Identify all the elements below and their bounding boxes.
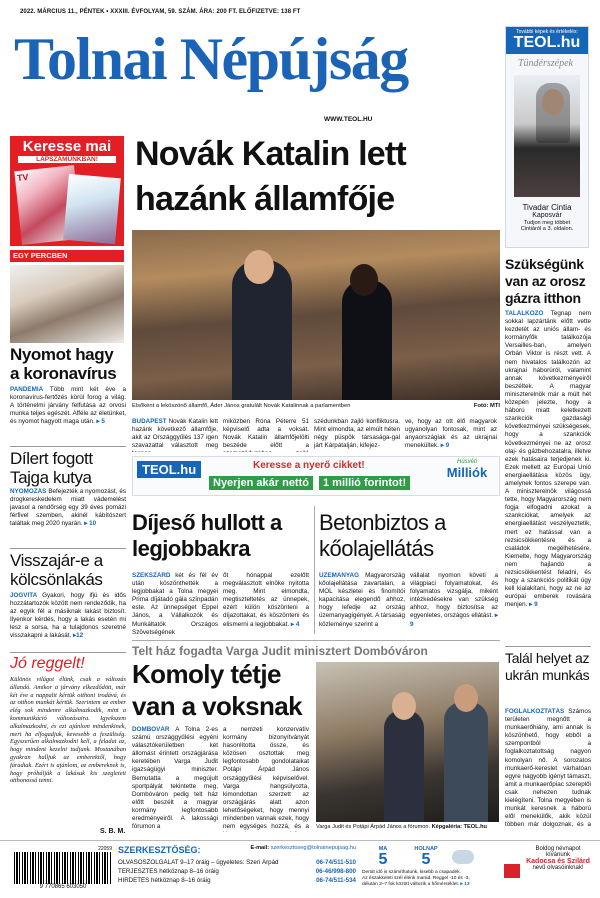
nameday-line-1: Boldog névnapot [535,846,581,852]
lead-text-4: ve, hogy az ott élő magyarok ugyanolyan fontosak, mint az anyaországiak és az ukrajnai menekültek. [405,418,497,450]
komoly-caption: Varga Judit és Potápi Árpád János a fórumon [316,824,429,830]
editorial-email-row [250,845,356,851]
email-label: E-mail: [250,845,270,851]
promo-banner: Keresse mai [22,138,112,155]
weather-line-3: délután 2–7 fok között változik a hőmérséklet. [362,882,460,887]
weather-tomorrow [408,846,444,868]
lead-label: BUDAPEST [132,418,167,425]
tomorrow-temp: 5 [421,851,431,868]
beton-col-2 [410,572,498,636]
dijeso-headline[interactable]: Díjeső hullott a legjobbakra [132,510,282,561]
dijeso-text-2: őt hónappal ezelőtt megválasztott elnöke nyitotta meg. Mint elmondta, megtiszteltetés az ünnepek, ezért külön köszönteni a díjazottakat, és köszönteni és elismerni a legjobbakat. [223,572,309,628]
dilert-text: Befejezték a nyomozást, és drogkereskedelem miatt vádemelést javasol a rendőrség egy 39 éves pomázi férfivel szemben, akinél kábítószert találtak meg 2020 nyarán. [10,488,126,528]
barcode-issue: 22059 [98,846,112,852]
nurse-photo [10,265,124,343]
komoly-text: A Tolna 2-es számú országgyűlési egyéni választókerületben két állomást érintett országjárása keretében Varga Judit igazságügyi miniszter. Bemutatta a megújult sportpályát tekintette meg, Dombóváron pedig telt ház előtt beszélt a magyar kormány legfontosabb eredményeiről. A lakossági fórumon a [132,726,218,831]
face-minister [392,692,416,720]
contact-row [118,859,356,866]
nameday-line-2: kívánunk [545,852,570,858]
komoly-credit: Képgaléria: TEOL.hu [431,824,487,830]
beton-text: Magyarország kőolajellátása zavartalan, a MOL készletei és finomítói kapacitása elegendő ahhoz, hogy lefedje az ország üzemanyagigényét. A társaság közleménye szerint a [319,572,405,628]
ad-brand-name: Milliók [446,465,488,480]
figure-woman [342,280,392,400]
szukseg-headline[interactable]: Szükségünk van az orosz gázra itthon [505,256,586,306]
beton-headline[interactable]: Betonbiztos a kőolajellátás [319,510,446,561]
nameday-box [502,846,598,894]
contact-row [118,877,356,884]
komoly-col-2 [223,726,309,832]
promo-sub: LAPSZÁMUNKBAN! [18,156,116,163]
visszajar-label: JOGVITA [10,592,37,599]
model-note-1: Tudjon meg többet [523,220,571,226]
nameday-line-end: nevű olvasóinknak! [532,865,584,871]
model-photo [514,75,580,197]
cloud-icon [452,850,474,864]
weather-text [362,870,496,888]
contact-key: HIRDETÉS hétköznap 8–16 óráig [118,877,211,884]
hair-shape [536,83,570,143]
contact-row [118,868,356,875]
dateline: 2022. MÁRCIUS 11., PÉNTEK • XXXIII. ÉVFOLYAM, 59. SZÁM. ÁRA: 200 FT. ELŐFIZETVE: 138 FT [20,9,301,15]
dijeso-jump[interactable]: ▸ 4 [290,620,300,628]
nyomot-label: PANDÉMIA [10,386,43,393]
dilert-body [10,488,126,544]
editorial-email[interactable]: szerkesztoseg@tolnainepujsag.hu [270,845,356,851]
nyomot-text: Több mint két éve a koronavírus-fertőzés körül forog a világ. A történelmi járvány felfutása az orvosi munka teljes egészét. Afféle az életünket, és nyomot hagyott maga után. [10,386,126,426]
face-man [244,250,274,284]
talal-label: FOGLALKOZTATÁS [505,708,565,715]
weather-today [370,846,396,868]
ad-brand [439,459,495,493]
lottery-ad[interactable] [132,456,500,496]
lead-text-2: miközben Róna Péterre 51 képviselő adta a voksát. Novák Katalin államfőjelölti beszéde előtt a [223,418,309,450]
szukseg-text: Tegnap nem sokkal lapzártánk előtt vette kezdetét az uniós állam- és kormányfők találkozója Versailles-ban, amelyen Orbán Viktor is részt vett. A nem hivatalos találkozón az ukrajnai háborúról, valamint annak következményeiről beszéltek. A magyar miniszterelnök már a múlt hét közepén jelezte, hogy a háború miatt keletkezett szankciók gazdasági következményei szükségesek, hogy a szankciók következményei ne az orosz olaj- és gázbehozatalra, illetve ezek hatásaira terjedjenek ki. Ezek mellett az Európai Unió energiaellátása közös ügy, amelynek fontos szerepe van. A miniszterelnök világossá tette, hogy Magyarország nem fogja elfogadni azokat a szankciókat, amelyek az energiaellátást veszélyeztetik, mert ez hatással van a rezsicsökkentésre és a családok megélhetésére. Kiemelte, hogy Magyarország nem hajlandó a rezsicsökkentést feladni, és hogy a szankciós politikát úgy kell kialakítani, hogy az ne az európai emberek rovására menjen. [505,310,591,609]
contact-phone[interactable]: 06-74/511-534 [316,877,356,884]
beton-jump[interactable]: ▸ 9 [410,612,498,628]
promo-tag: Tündérszépek [518,58,573,69]
barcode [14,846,112,894]
lead-col-4 [405,418,497,452]
komoly-text-2: a nemzeti konzervatív kormány bizonyítványát hasonlította össze, és közösen osztottak meg legfontosabb gondolataikat Potápi Árpád János országgyűlési képviselővel. Varga hangsúlyozta, kimondottan szerzett az országjárás alatt azon lehetőségeket, hogy mennyi mindenben vannak ezek, hogy nem egységes hozzá, és a [223,726,309,831]
ad-line-1: Keresse a nyerő cikket! [253,460,365,471]
szukseg-body [505,310,591,642]
barcode-bars [14,852,112,884]
nyomot-headline[interactable]: Nyomot hagy a koronavírus [10,345,117,383]
jo-reggelt-signature: S. B. M. [100,828,126,835]
weather-box [362,846,496,894]
lead-photo [132,230,500,400]
komoly-headline[interactable]: Komoly tétje van a voksnak [132,659,302,721]
figure-minister [384,710,424,822]
ad-line-2a: Nyerjen akár nettó [209,476,313,490]
ad-teol-logo: TEOL.hu [137,461,201,478]
sidebar-sep-3 [10,652,126,653]
magazine-label: TV [16,171,29,184]
dijeso-col-1 [132,572,218,636]
column-divider [314,506,315,634]
model-name: Tivadar Cintia [522,203,572,212]
ad-brand-top: Húsvéti [456,459,477,465]
komoly-caption-row: Varga Judit és Potápi Árpád János a fórumon. Képgaléria: TEOL.hu [316,824,487,830]
lead-headline[interactable]: Novák Katalin lett hazánk államfője [135,135,406,218]
visszajar-jump[interactable]: ▸12 [73,632,84,640]
dilert-jump[interactable]: ▸ 10 [84,520,97,528]
dilert-label: NYOMOZÁS [10,488,47,495]
nyomot-body [10,386,126,442]
visszajar-body [10,592,126,648]
szukseg-jump[interactable]: ▸ 9 [529,601,538,609]
face-mp [454,684,478,712]
magazine-promo[interactable] [10,136,124,246]
contact-key: TERJESZTÉS hétköznap 8–16 óráig [118,868,219,875]
jo-reggelt-body [10,676,126,826]
today-label: MA [378,846,388,852]
promo-top-text: További képek és értékelés: [516,29,578,35]
jo-reggelt-text: Különös világot élünk, csak a változás állandó. Amikor a járvány elkezdődött, már két éve a nappalit kértük otthoni irodává, és az otthon munkát kértük. Szerintem az ember elég sok mindenre alkalmazkodik, mint a kommunikáció változásaira. Igyekszem alkalmazkodni, és ezt ajánlom mindenkinek, mert ha elfogadjuk, kevesebb a feszültség. Egyszerűen alkalmazkodni kell, a feladat az, hogy mindent kezelni tudjunk. Mostanában gyakran halljuk az emberektől, hogy fáradtak. Ezért is ajánlom, az embereknek is, hogy próbálják a lakásuk kis szegleteit otthonossá tenni. [10,676,126,785]
model-city: Kaposvár [532,212,562,219]
lead-col-3 [314,418,400,452]
nameday-names: Kadocsa és Szilárd [526,858,590,865]
talal-text: Számos területen megnőtt a munkaerőhiány, ami annak is köszönhető, hogy ebből a szempontból a foglalkoztatottság nagyon komolyan nő. A sorozatos munkaerő-kereslet várhatóan egyre nagyobb igényt támaszt, amit a munkaerőpiac szereplői csak nehezen tudnak kielégíteni. Tolna megyében is munkát keresnek a háború elől menekülők, akik közül többen már dolgoznak, és a [505,708,591,828]
editorial-title: SZERKESZTŐSÉG: [118,845,201,855]
lead-jump[interactable]: ▸ 9 [440,442,450,450]
beton-label: ÜZEMANYAG [319,572,360,579]
ad-line-2b: 1 millió forintot! [319,476,410,490]
lead-text-1: Novák Katalin lett hazánk következő államfője, akit az Országgyűlés 137 igen szavazattal választott meg [132,418,218,450]
dijeso-text: két és fél év után köszönthették a legjobbakat a Tolna megyei Prima díjátadó gála színpadán este. Az ünnepséget Eppel János, a Vállalkozók és Munkáltatók Országos Szövetségének [132,572,218,636]
dijeso-col-2 [223,572,309,636]
lead-caption-row [132,403,500,409]
weather-line-1: Derült idő is számíthatunk, kisebb a csapadék. [362,870,461,875]
talal-body [505,708,591,828]
komoly-col-1 [132,726,218,832]
komoly-photo [316,662,499,822]
editorial-info [118,845,356,884]
talal-headline[interactable]: Talál helyet az ukrán munkás [505,650,590,683]
lead-caption: Elsőként a leköszönő államfő, Áder János gratulált Novák Katalinnak a parlamentben [132,403,351,409]
contact-key: OLVASÓSZOLGÁLAT 9–17 óráig – ügyeletes: Szeri Árpád [118,859,279,866]
model-note-2: Cintiáról a 3. oldalon. [520,226,574,232]
today-temp: 5 [378,851,388,868]
teol-promo-box[interactable] [505,26,589,248]
beton-text-2: vállalat nyomon követi a világpiaci folyamatokat, és folyamatos vizsgálja, miként intézkedésekre van szükség ahhoz, hogy biztosítsa az egyenletes, országos ellátást. [410,572,498,620]
lead-col-2 [223,418,309,452]
lead-text-3: szédunkban zajló konfliktusra. Mint elmondta, az elmúlt héten négy püspök társasága-gal járt Kárpátalján, kifejez- [314,418,400,450]
magazine-cover-2 [63,174,121,244]
sidebar-sep-1 [10,446,126,447]
lead-credit: Fotó: MTI [473,403,500,409]
teol-logo: TEOL.hu [513,34,581,51]
figure-mp [444,702,488,822]
sidebar-sep-2 [10,548,126,549]
gift-icon [504,864,520,878]
weather-jump[interactable]: ▸ 13 [460,882,470,887]
szukseg-label: TALÁLKOZÓ [505,310,544,317]
visszajar-headline[interactable]: Visszajár-e a kölcsönlakás [10,551,103,589]
section-egy-percben: EGY PERCBEN [10,250,124,262]
website-url[interactable]: WWW.TEOL.HU [324,116,373,123]
contact-phone[interactable]: 06-74/511-510 [316,859,356,866]
weather-line-2: Az északkeleti szél élénk marad. Reggel -10 és -3, [362,876,470,881]
right-sep [505,646,591,647]
nyomot-jump[interactable]: ▸ 5 [96,418,105,426]
komoly-label: DOMBÓVÁR [132,726,170,733]
lead-col-1 [132,418,218,452]
visszajar-text: Gyakori, hogy ifjú és idős hozzátartozók között nem rendeződik, ha az egyik fél a másiknak lakást biztosít. Ilyenkor kérdés, hogy a lakás esetén mi lesz a sorsa, ha a tulajdonos szeretné visszakapni a lakását. [10,592,126,640]
tomorrow-label: HOLNAP [414,846,438,852]
head-woman [350,264,378,296]
dilert-headline[interactable]: Dílert fogott Tajga kutya [10,449,93,487]
telt-haz-kicker[interactable]: Telt ház fogadta Varga Judit minisztert Dombóváron [132,640,500,658]
newspaper-title: Tolnai Népújság [14,26,408,92]
dijeso-label: SZEKSZÁRD [132,572,171,579]
jo-reggelt-headline: Jó reggelt! [10,655,85,672]
barcode-digits: 9 770865 603050 [39,884,87,890]
beton-col-1 [319,572,405,636]
contact-phone[interactable]: 06-46/998-800 [315,868,356,875]
